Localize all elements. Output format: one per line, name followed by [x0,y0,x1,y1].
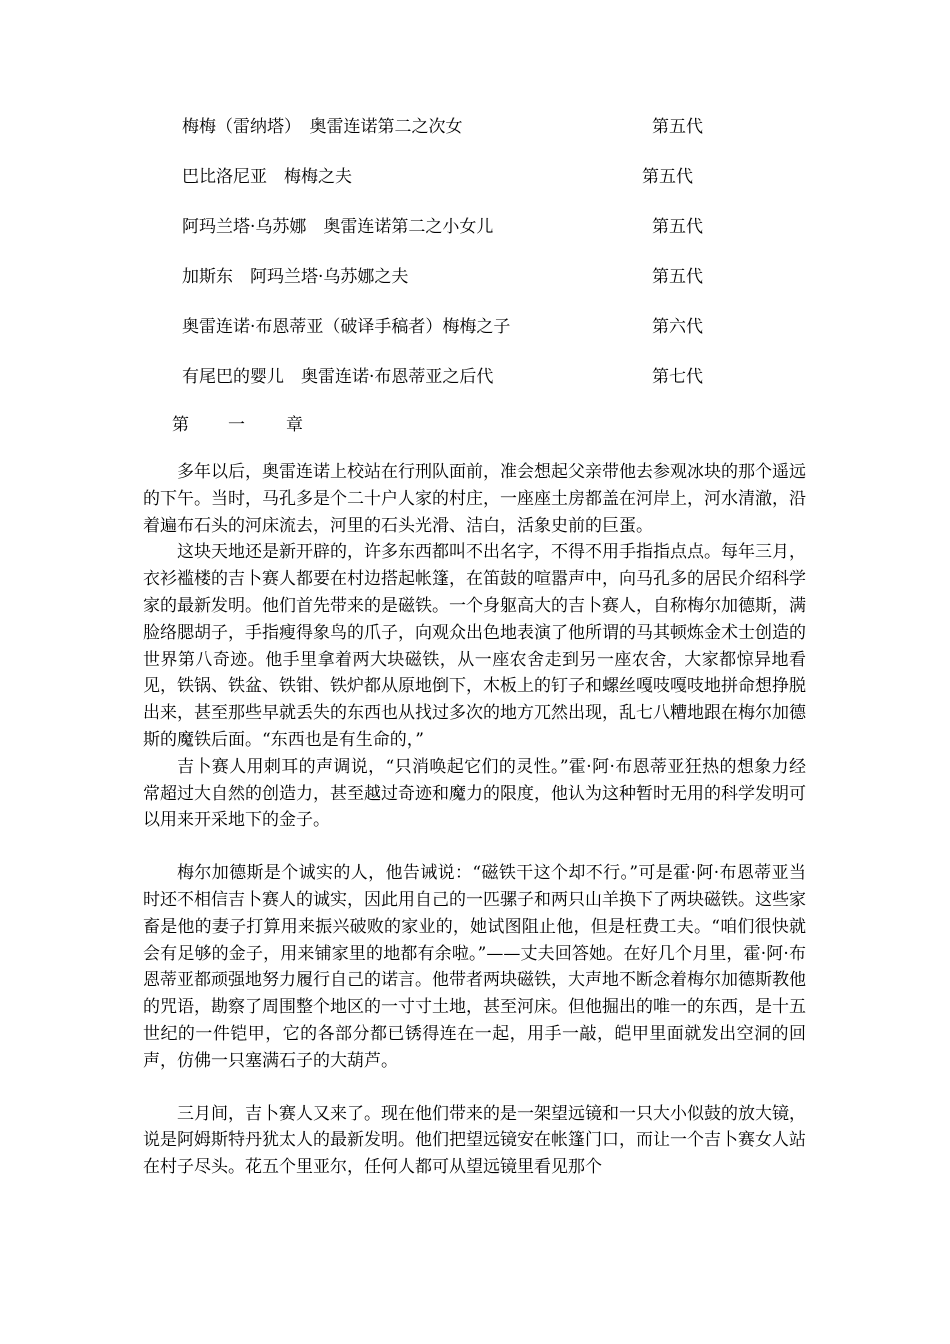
genealogy-row [0,112,950,162]
chapter-char: 章 [286,415,303,435]
chapter-char: 一 [228,415,245,435]
genealogy-name: 梅梅（雷纳塔） 奥雷连诺第二之次女 [182,117,463,137]
genealogy-row [0,212,950,262]
genealogy-generation: 第六代 [652,317,703,337]
genealogy-generation: 第五代 [642,167,693,187]
paragraph: 这块天地还是新开辟的，许多东西都叫不出名字，不得不用手指指点点。每年三月，衣衫褴楼的吉卜赛人都要在村边搭起帐篷，在笛鼓的喧嚣声中，向马孔多的居民介绍科学家的最新发明。他们首先带来的是磁铁。一个身躯高大的吉卜赛人，自称梅尔加德斯，满脸络腮胡子，手指瘦得象鸟的爪子，向观众出色地表演了他所谓的马其顿炼金术士创造的世界第八奇迹。他手里拿着两大块磁铁，从一座农舍走到另一座农舍，大家都惊异地看见，铁锅、铁盆、铁钳、铁炉都从原地倒下，木板上的钉子和螺丝嘎吱嘎吱地拼命想挣脱出来，甚至那些早就丢失的东西也从找过多次的地方兀然出现，乱七八糟地跟在梅尔加德斯的魔铁后面。“东西也是有生命的，” [143,542,806,750]
chapter-heading [172,410,303,440]
genealogy-name: 奥雷连诺·布恩蒂亚（破译手稿者）梅梅之子 [182,317,511,337]
chapter-char: 第 [172,415,189,435]
genealogy-generation: 第五代 [652,117,703,137]
chapter-body [143,459,806,1181]
genealogy-name: 巴比洛尼亚 梅梅之夫 [182,167,352,187]
paragraph: 多年以后，奥雷连诺上校站在行刑队面前，准会想起父亲带他去参观冰块的那个遥远的下午。当时，马孔多是个二十户人家的村庄，一座座土房都盖在河岸上，河水清澈，沿着遍布石头的河床流去，河里的石头光滑、洁白，活象史前的巨蛋。 [143,462,806,536]
genealogy-name: 阿玛兰塔·乌苏娜 奥雷连诺第二之小女儿 [182,217,494,237]
genealogy-row [0,162,950,212]
genealogy-generation: 第五代 [652,217,703,237]
paragraph: 三月间，吉卜赛人又来了。现在他们带来的是一架望远镜和一只大小似鼓的放大镜，说是阿姆斯特丹犹太人的最新发明。他们把望远镜安在帐篷门口，而让一个吉卜赛女人站在村子尽头。花五个里亚尔，任何人都可从望远镜里看见那个 [143,1103,806,1178]
genealogy-name: 有尾巴的婴儿 奥雷连诺·布恩蒂亚之后代 [182,367,494,387]
genealogy-row [0,312,950,362]
paragraph: 吉卜赛人用刺耳的声调说，“只消唤起它们的灵性。”霍·阿·布恩蒂亚狂热的想象力经常超过大自然的创造力，甚至越过奇迹和魔力的限度，他认为这种暂时无用的科学发明可以用来开采地下的金子。 [143,756,806,831]
genealogy-generation: 第五代 [652,267,703,287]
genealogy-row [0,262,950,312]
paragraph: 梅尔加德斯是个诚实的人，他告诫说：“磁铁干这个却不行。”可是霍·阿·布恩蒂亚当时还不相信吉卜赛人的诚实，因此用自己的一匹骡子和两只山羊换下了两块磁铁。这些家畜是他的妻子打算用来振兴破败的家业的，她试图阻止他，但是枉费工夫。“咱们很快就会有足够的金子，用来铺家里的地都有余啦。”——丈夫回答她。在好几个月里，霍·阿·布恩蒂亚都顽强地努力履行自己的诺言。他带者两块磁铁，大声地不断念着梅尔加德斯教他的咒语，勘察了周围整个地区的一寸寸土地，甚至河床。但他掘出的唯一的东西，是十五世纪的一件铠甲，它的各部分都已锈得连在一起，用手一敲，皑甲里面就发出空洞的回声，仿佛一只塞满石子的大葫芦。 [143,863,806,1071]
genealogy-name: 加斯东 阿玛兰塔·乌苏娜之夫 [182,267,409,287]
genealogy-row [0,362,950,412]
genealogy-generation: 第七代 [652,367,703,387]
genealogy-list [0,112,950,412]
